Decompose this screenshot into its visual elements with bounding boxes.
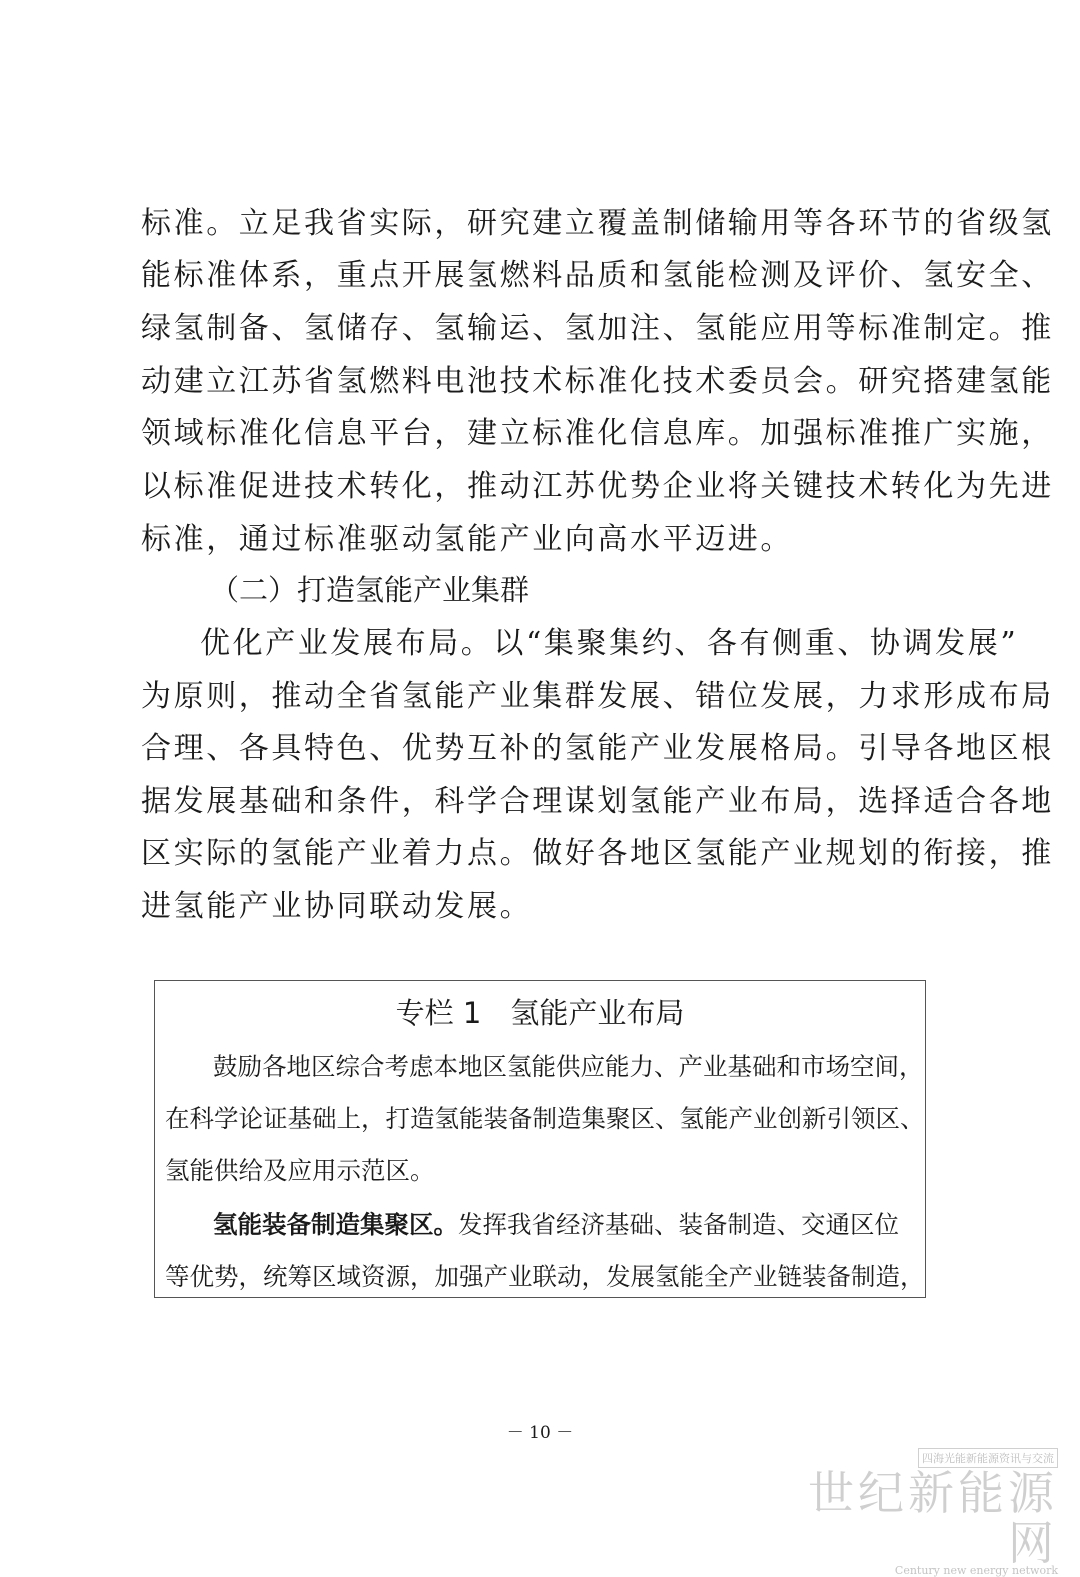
paragraph-line: 区实际的氢能产业着力点。做好各地区氢能产业规划的衔接，推 [141, 836, 1054, 871]
box-line-rest: 发挥我省经济基础、装备制造、交通区位 [458, 1210, 899, 1239]
watermark [808, 1448, 1058, 1577]
paragraph-line: 领域标准化信息平台，建立标准化信息库。加强标准推广实施， [141, 416, 1054, 451]
special-column-box [154, 980, 926, 1298]
box-line: 等优势，统筹区域资源，加强产业联动，发展氢能全产业链装备制造， [165, 1262, 925, 1291]
section-heading: （二）打造氢能产业集群 [210, 573, 530, 607]
page-number: － 10 － [506, 1423, 574, 1443]
paragraph-line: 标准，通过标准驱动氢能产业向高水平迈进。 [141, 522, 793, 557]
paragraph-line: 动建立江苏省氢燃料电池技术标准化技术委员会。研究搭建氢能 [141, 364, 1054, 399]
box-line [213, 1207, 965, 1243]
paragraph-line: 进氢能产业协同联动发展。 [141, 889, 533, 924]
paragraph-line: 据发展基础和条件，科学合理谋划氢能产业布局，选择适合各地 [141, 784, 1054, 819]
box-line: 在科学论证基础上，打造氢能装备制造集聚区、氢能产业创新引领区、 [165, 1104, 925, 1133]
paragraph-line: 以标准促进技术转化，推动江苏优势企业将关键技术转化为先进 [141, 469, 1054, 504]
paragraph-line: 绿氢制备、氢储存、氢输运、氢加注、氢能应用等标准制定。推 [141, 311, 1054, 346]
paragraph-line: 优化产业发展布局。以“集聚集约、各有侧重、协调发展” [200, 626, 1019, 661]
box-title: 专栏 1 氢能产业布局 [395, 996, 685, 1030]
watermark-small-text: 四海光能新能源资讯与交流 [918, 1448, 1058, 1468]
box-bold-lead: 氢能装备制造集聚区。 [213, 1210, 458, 1239]
watermark-english-text: Century new energy network [894, 1564, 1058, 1577]
paragraph-line: 能标准体系，重点开展氢燃料品质和氢能检测及评价、氢安全、 [141, 258, 1054, 293]
paragraph-line: 合理、各具特色、优势互补的氢能产业发展格局。引导各地区根 [141, 731, 1054, 766]
paragraph-line: 标准。立足我省实际，研究建立覆盖制储输用等各环节的省级氢 [141, 206, 1054, 241]
box-line: 氢能供给及应用示范区。 [165, 1156, 435, 1185]
watermark-logo-text: 世纪新能源网 [808, 1466, 1058, 1570]
paragraph-line: 为原则，推动全省氢能产业集群发展、错位发展，力求形成布局 [141, 679, 1054, 714]
box-line: 鼓励各地区综合考虑本地区氢能供应能力、产业基础和市场空间， [213, 1052, 924, 1081]
